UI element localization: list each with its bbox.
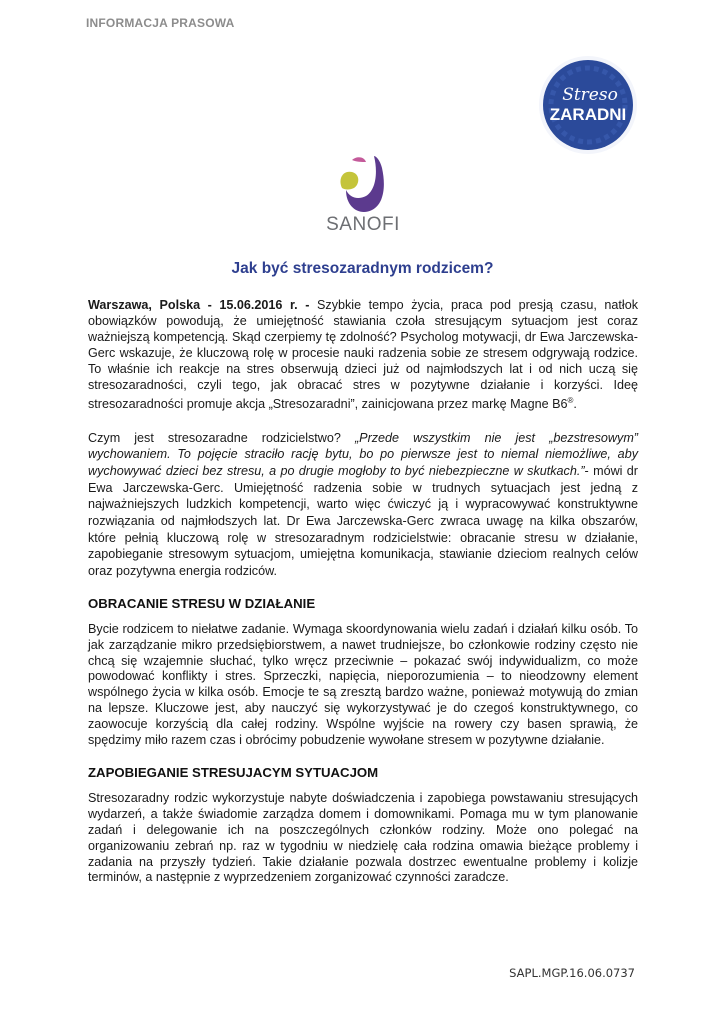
trademark-symbol: ® [567,396,574,406]
stresozaradni-badge [538,55,638,155]
p2-rest: - mówi dr Ewa Jarczewska-Gerc. Umiejętność radzenia sobie w trudnych sytuacjach jest jedną z najważniejszych ludzkich kompetencji, warto więc ćwiczyć ją i wypracowywać konstruktywne rozwiązania od najmłodszych lat. Dr Ewa Jarczewska-Gerc zwraca uwagę na kilka obszarów, które pełnią kluczową rolę w stresozaradnym rodzicielstwie: obracanie stresu w działanie, zapobieganie stresowym sytuacjom, umiejętna komunikacja, stawianie dzieciom realnych celów oraz pozytywna energia rodziców. [88,463,638,579]
logo-yellow-leaf [340,172,358,190]
p2-start: Czym jest stresozaradne rodzicielstwo? [88,430,355,445]
badge-line1: Streso [562,85,618,105]
intro-paragraph [88,298,638,414]
logo-pink-drop [352,157,366,162]
intro-dateline: Warszawa, Polska - 15.06.2016 r. - [88,298,310,312]
paragraph-2 [88,430,638,580]
article-body [88,298,638,902]
section2-heading: ZAPOBIEGANIE STRESUJACYM SYTUACJOM [88,765,379,781]
section1-paragraph: Bycie rodzicem to niełatwe zadanie. Wymaga skoordynowania wielu zadań i działań kilku osób. To jak zarządzanie mikro przedsiębiorstwem, a nawet trudniejsze, bo członkowie rodziny często nie chcą się wzajemnie słuchać, tylko wręcz przeciwnie – pokazać swój indywidualizm, co może powodować konflikty i stres. Sprzeczki, napięcia, nieporozumienia – to nieodzowny element wspólnego życia w kilka osób. Emocje te są zresztą bardzo ważne, ponieważ motywują do zmian na lepsze. Kluczowe jest, aby nauczyć się wykorzystywać je do czegoś konstruktywnego, co zaowocuje korzyścią dla całej rodziny. Wspólne wyjście na rowery czy basen sprawią, że spędzimy miło razem czas i obrócimy pobudzenie wywołane stresem w pozytywne działanie. [88,621,638,748]
header-label: INFORMACJA PRASOWA [86,16,235,30]
sanofi-logo [316,150,410,234]
section2-paragraph: Stresozaradny rodzic wykorzystuje nabyte doświadczenia i zapobiega powstawaniu stresujących wydarzeń, a także świadomie zarządza domem i domownikami. Pomaga mu w tym planowanie zadań i delegowanie ich na poszczególnych członków rodziny. Może ono polegać na organizowaniu zebrań np. raz w tygodniu w niedzielę cała rodzina omawia bieżące problemy i zadania na przyszły tydzień. Takie działanie pozwala dostrzec ewentualne problemy i kolizje terminów, a następnie z wyprzedzeniem zorganizować czynności zaradcze. [88,790,638,885]
logo-text: SANOFI [326,214,400,234]
intro-text: Szybkie tempo życia, praca pod presją czasu, natłok obowiązków powodują, że umiejętność stawiania czoła stresującym sytuacjom jest coraz ważniejszą kompetencją. Skąd czerpiemy tę zdolność? Psycholog motywacji, dr Ewa Jarczewska-Gerc wskazuje, że kluczową rolę w procesie nauki radzenia sobie ze stresem odgrywają rodzice. To właśnie ich reakcje na stres obserwują dzieci już od najmłodszych lat i od nich uczą się stresozaradności, czyli tego, jak obracać stres w pozytywne działanie i korzyści. Ideę stresozaradności promuje akcja „Stresozaradni”, zainicjowana przez markę Magne B6 [88,298,638,412]
badge-line2: ZARADNI [549,105,627,124]
page-title: Jak być stresozaradnym rodzicem? [231,260,494,277]
document-code: SAPL.MGP.16.06.0737 [509,966,635,980]
intro-end: . [573,397,577,412]
p2-quote: „Przede wszystkim nie jest „bezstresowym” wychowaniem. To pojęcie straciło rację bytu, bo po pierwsze jest to niemal niemożliwe, aby wychowywać dzieci bez stresu, a po drugie mogłoby to być niebezpieczne w skutkach.” [88,430,638,478]
section1-heading: OBRACANIE STRESU W DZIAŁANIE [88,595,316,611]
